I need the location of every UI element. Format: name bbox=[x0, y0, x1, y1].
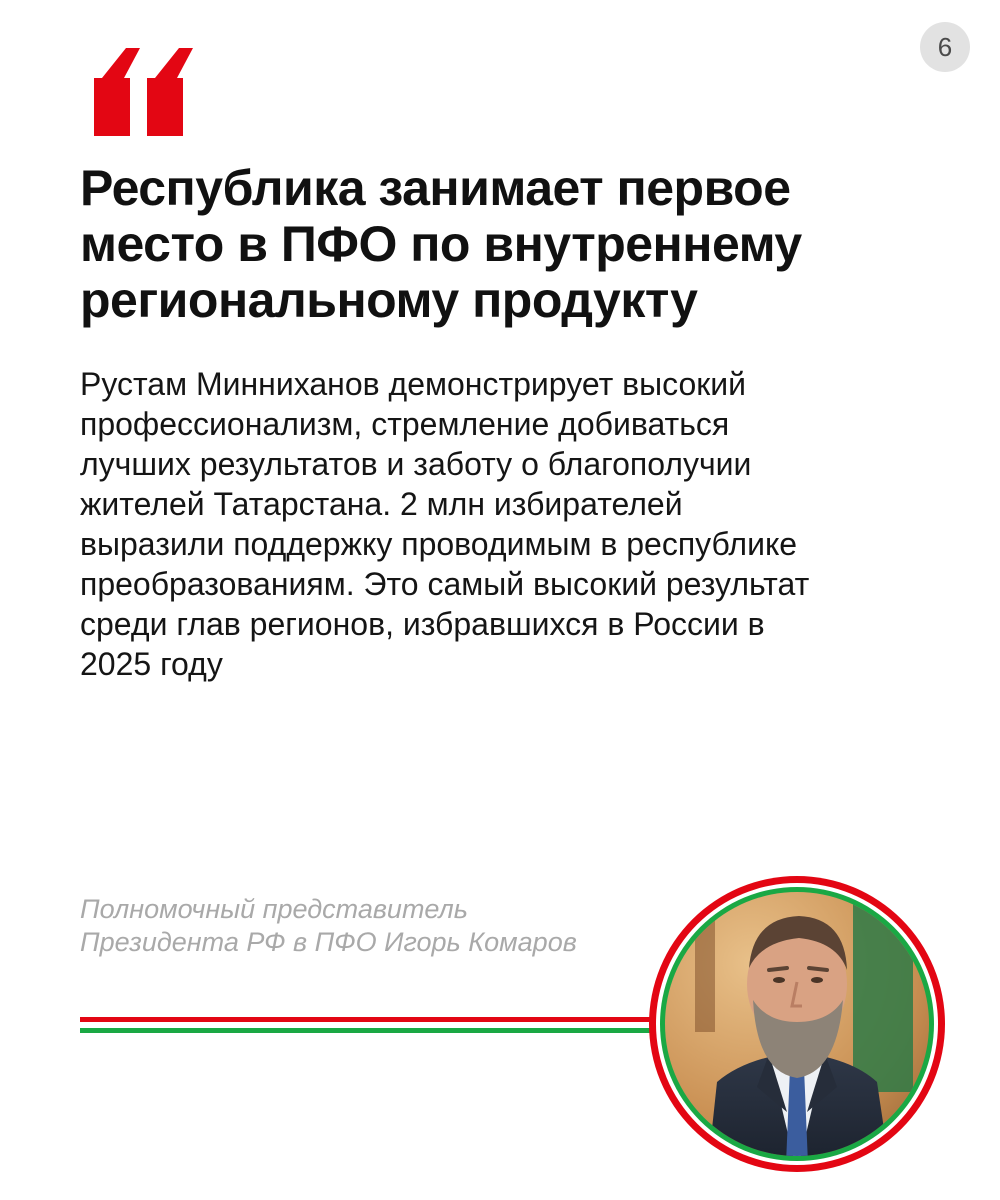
attribution bbox=[80, 893, 680, 959]
quote-line: преобразованиям. Это самый высокий результат bbox=[80, 566, 810, 602]
tricolor-divider bbox=[80, 1015, 680, 1035]
quote-line: выразили поддержку проводимым в республике bbox=[80, 526, 798, 562]
quote-text bbox=[80, 364, 940, 684]
quote-line: профессионализм, стремление добиваться bbox=[80, 406, 730, 442]
headline: Республика занимает первое место в ПФО по внутреннему региональному продукту bbox=[80, 160, 802, 328]
attribution-line: Полномочный представитель bbox=[80, 894, 468, 924]
quote-open-icon bbox=[92, 48, 196, 138]
speaker-portrait bbox=[645, 872, 949, 1176]
quote-line: Рустам Минниханов демонстрирует высокий bbox=[80, 366, 747, 402]
divider-green-line bbox=[80, 1028, 680, 1033]
quote-line: 2025 году bbox=[80, 646, 223, 682]
divider-red-line bbox=[80, 1017, 680, 1022]
quote-line: среди глав регионов, избравшихся в России в bbox=[80, 606, 765, 642]
quote-line: жителей Татарстана. 2 млн избирателей bbox=[80, 486, 683, 522]
page-number-badge: 6 bbox=[920, 22, 970, 72]
attribution-line: Президента РФ в ПФО Игорь Комаров bbox=[80, 927, 577, 957]
quote-line: лучших результатов и заботу о благополучии bbox=[80, 446, 752, 482]
